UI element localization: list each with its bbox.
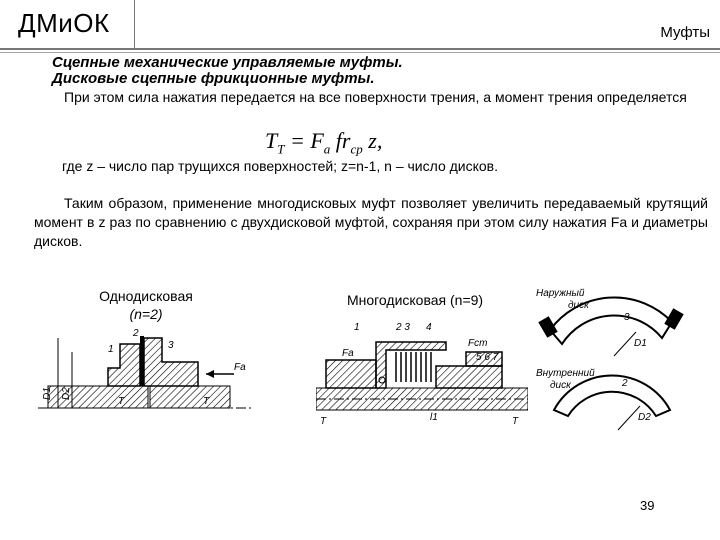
m-length-label: l1 bbox=[430, 412, 438, 423]
figure-single-subcaption: (n=2) bbox=[129, 306, 163, 322]
figure-single-caption: Однодисковая bbox=[99, 288, 193, 304]
page-number: 39 bbox=[640, 498, 655, 513]
paragraph-3: Таким образом, применение многодисковых муфт позволяет увеличить передаваемый крутящий момент в z раз по сравнению с двухдисковой муфтой, сохраняя при этом силу нажатия Fa и диаметры дисков. bbox=[34, 195, 708, 249]
outer-disc-number: 3 bbox=[624, 312, 630, 323]
outer-disc-d1: D1 bbox=[634, 338, 647, 349]
single-disc-clutch-drawing bbox=[38, 328, 254, 414]
paragraph-1: При этом сила нажатия передается на все поверхности трения, а момент трения определяется bbox=[64, 89, 687, 105]
disc-sketches bbox=[532, 282, 692, 436]
m-label-1: 1 bbox=[354, 322, 360, 333]
torque-label-left: T bbox=[118, 396, 125, 407]
header-rule bbox=[0, 48, 720, 50]
heading-line-1: Сцепные механические управляемые муфты. bbox=[52, 54, 403, 71]
inner-disc-label-2: диск bbox=[550, 380, 571, 391]
inner-disc-label-1: Внутренний bbox=[536, 368, 595, 379]
fa-label: Fa bbox=[234, 362, 246, 373]
d1-label: D1 bbox=[42, 387, 53, 400]
m-fa-label: Fa bbox=[342, 348, 354, 359]
multi-disc-clutch-drawing bbox=[316, 316, 528, 428]
d2-label: D2 bbox=[61, 387, 72, 400]
inner-disc-number: 2 bbox=[622, 378, 628, 389]
formula: $T_T = F_a$ $fr_{ср}$ z, bbox=[265, 128, 383, 157]
heading-line-2: Дисковые сцепные фрикционные муфты. bbox=[52, 70, 375, 87]
label-3: 3 bbox=[168, 340, 174, 351]
header-title: ДМиОК bbox=[18, 8, 110, 38]
paragraph-2: где z – число пар трущихся поверхностей; z=n-1, n – число дисков. bbox=[62, 158, 499, 174]
m-torque-left: T bbox=[320, 416, 327, 427]
m-label-4: 4 bbox=[426, 322, 432, 333]
header-divider bbox=[134, 0, 135, 48]
inner-disc-d2: D2 bbox=[638, 412, 651, 423]
header-rule-thin bbox=[0, 52, 720, 53]
figure-multi-caption: Многодисковая (n=9) bbox=[346, 292, 484, 308]
torque-label-right: T bbox=[203, 396, 210, 407]
m-label-5-7: 5 6 7 bbox=[476, 352, 499, 363]
outer-disc-label-2: диск bbox=[568, 300, 589, 311]
m-torque-right: T bbox=[512, 416, 519, 427]
outer-disc-label-1: Наружный bbox=[536, 288, 585, 299]
m-label-2-3: 2 3 bbox=[396, 322, 410, 333]
m-fct-label: Fст bbox=[468, 338, 488, 349]
label-2: 2 bbox=[133, 328, 139, 339]
header-topic: Муфты bbox=[660, 24, 710, 41]
label-1: 1 bbox=[108, 344, 114, 355]
